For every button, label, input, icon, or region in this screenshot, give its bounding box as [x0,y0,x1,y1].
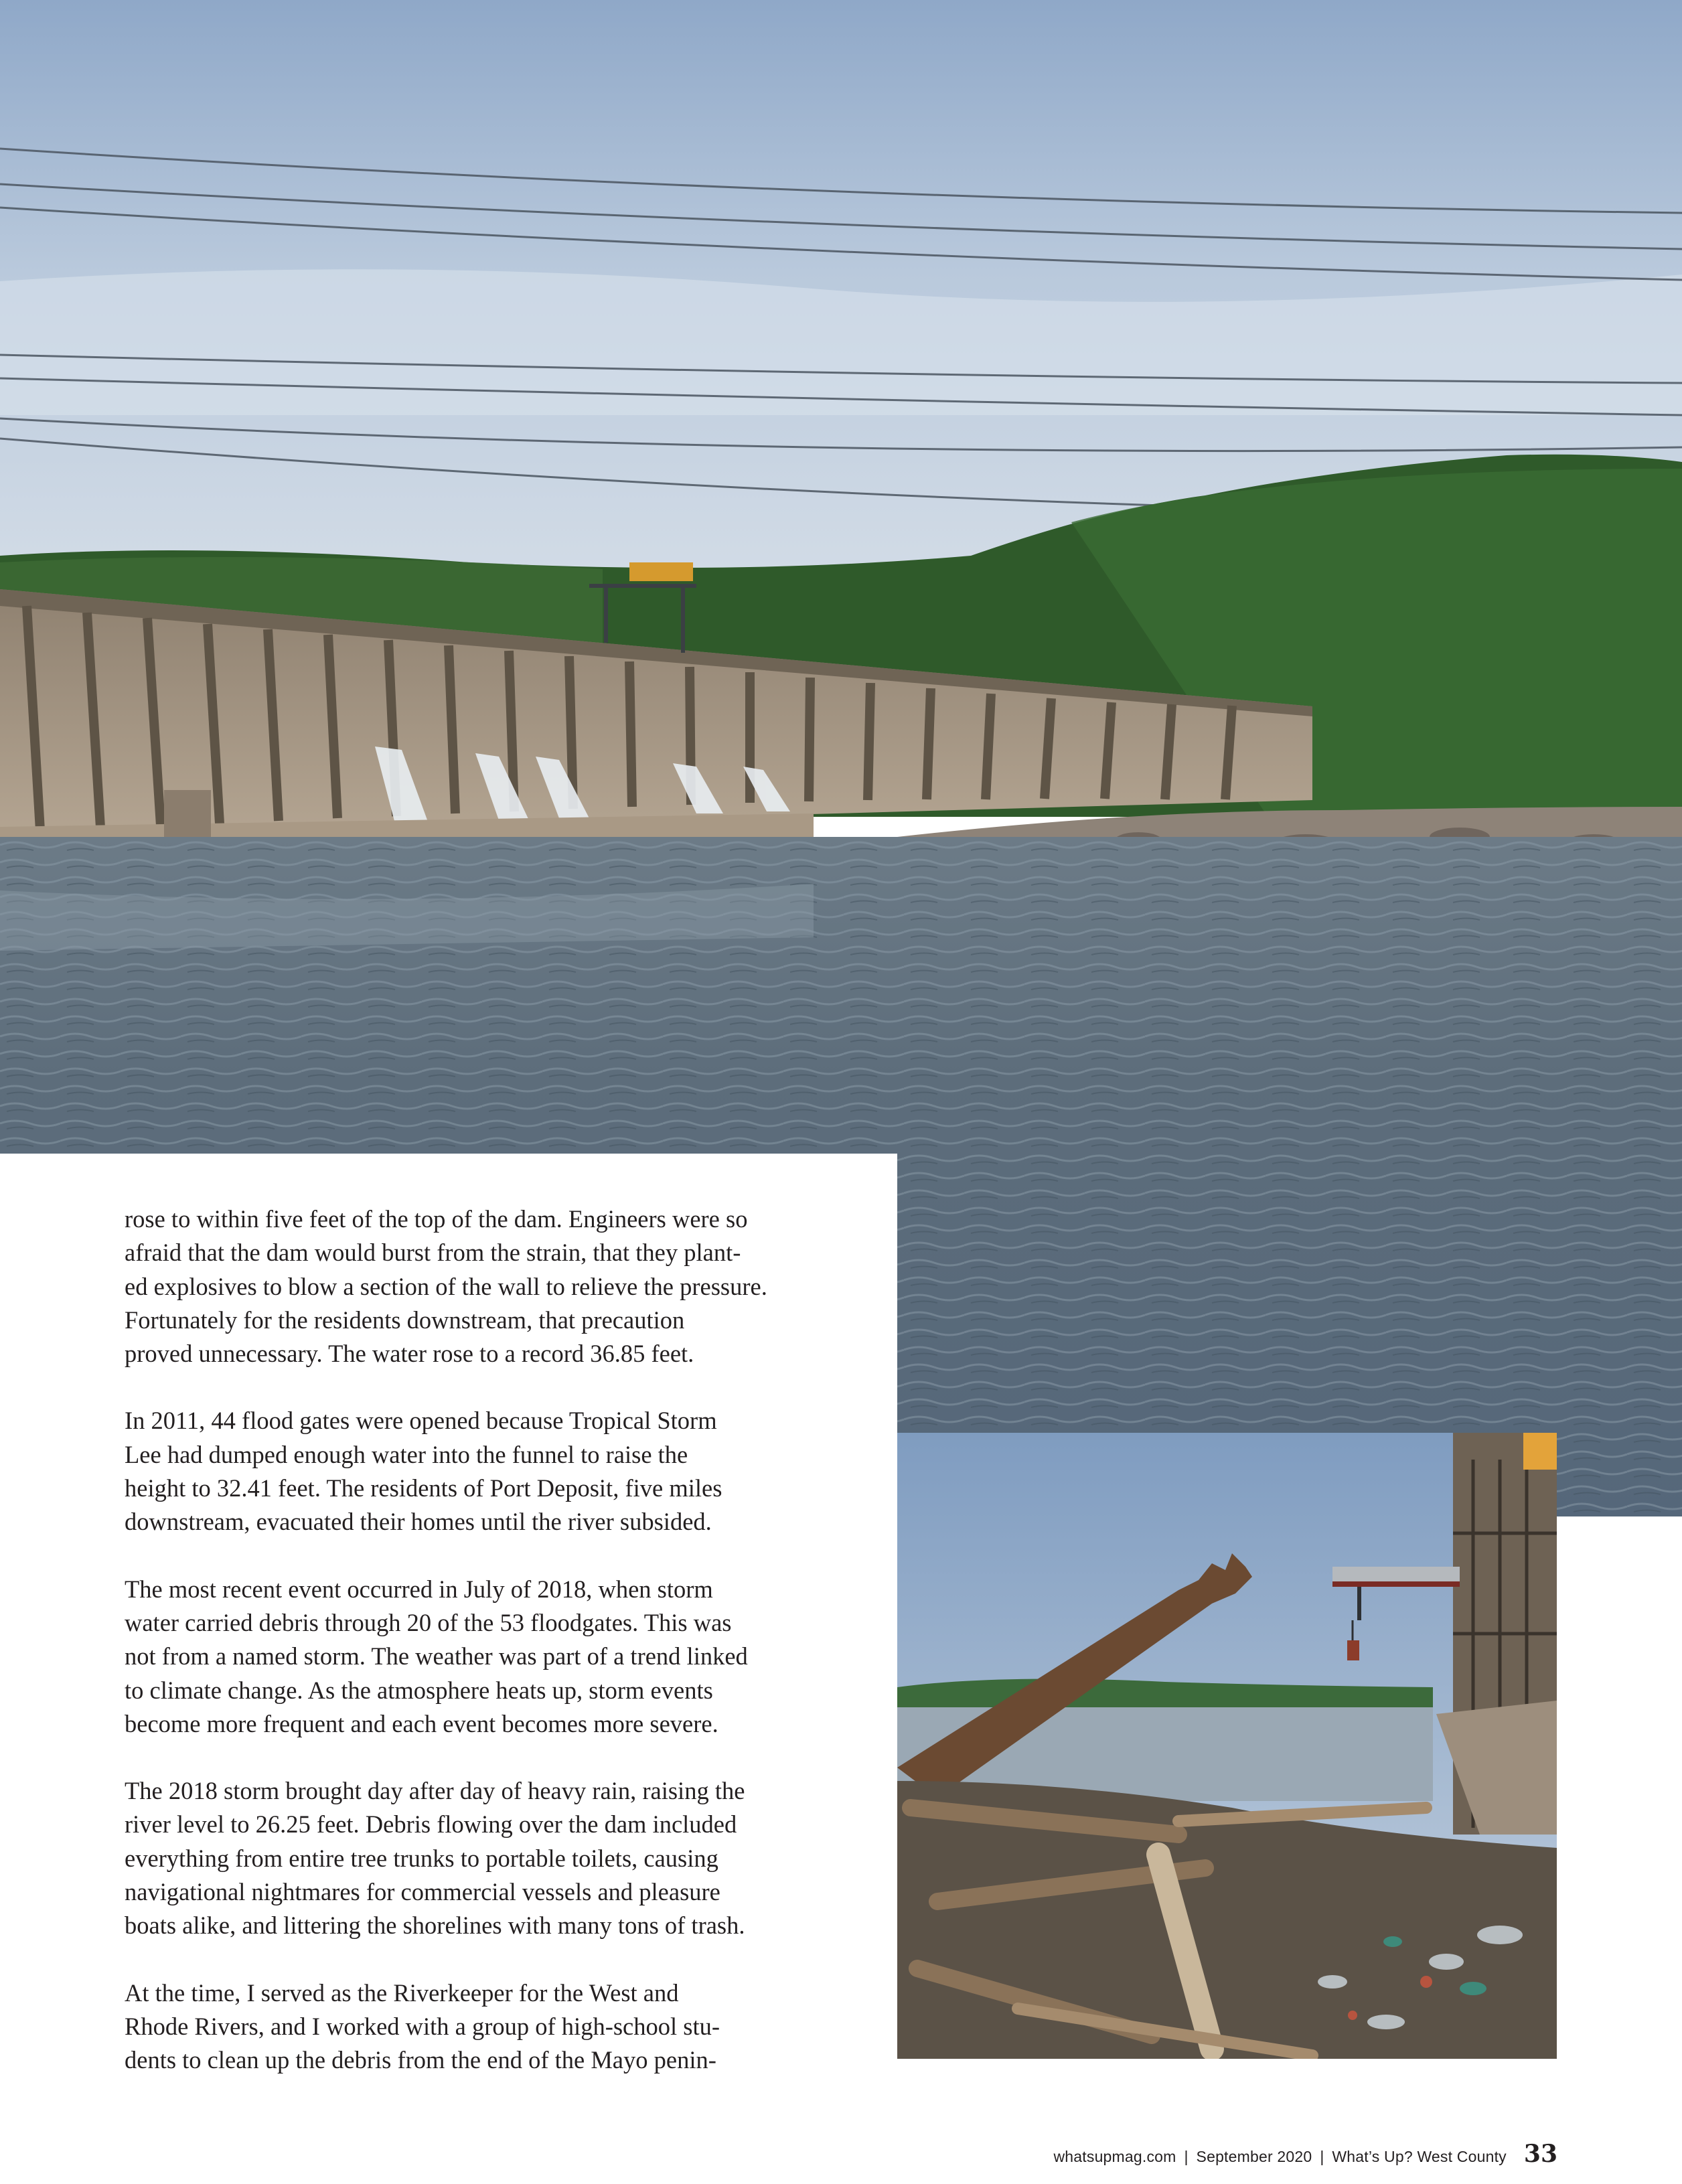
text-line: dents to clean up the debris from the end of the Mayo penin- [125,2046,716,2074]
text-line: height to 32.41 feet. The residents of Port Deposit, five miles [125,1474,722,1502]
text-line: boats alike, and littering the shorelines with many tons of trash. [125,1912,745,1940]
text-line: navigational nightmares for commercial vessels and pleasure [125,1878,720,1906]
page-footer [1053,2140,1557,2167]
text-line: In 2011, 44 flood gates were opened because Tropical Storm [125,1407,717,1435]
article-body [125,1202,848,2078]
paragraph-2 [125,1404,848,1539]
text-line: to climate change. As the atmosphere heats up, storm events [125,1676,713,1704]
debris-photo [897,1433,1557,2059]
text-line: rose to within five feet of the top of the dam. Engineers were so [125,1205,748,1233]
footer-separator: | [1320,2148,1324,2165]
text-line: At the time, I served as the Riverkeeper for the West and [125,1978,679,2007]
text-line: afraid that the dam would burst from the strain, that they plant- [125,1239,741,1267]
text-line: everything from entire tree trunks to portable toilets, causing [125,1844,718,1872]
footer-website: whatsupmag.com [1053,2148,1176,2165]
footer-issue: September 2020 [1196,2148,1312,2165]
text-line: proved unnecessary. The water rose to a record 36.85 feet. [125,1340,694,1368]
text-line: become more frequent and each event becomes more severe. [125,1709,718,1737]
text-line: The 2018 storm brought day after day of heavy rain, raising the [125,1777,745,1805]
text-line: river level to 26.25 feet. Debris flowing over the dam included [125,1810,737,1839]
paragraph-4 [125,1774,848,1942]
text-line: not from a named storm. The weather was part of a trend linked [125,1642,748,1670]
footer-separator: | [1184,2148,1189,2165]
page-margin [1557,1516,1682,2184]
paragraph-1 [125,1202,848,1371]
paragraph-3 [125,1573,848,1741]
text-line: Lee had dumped enough water into the funnel to raise the [125,1440,688,1468]
text-line: Rhode Rivers, and I worked with a group of high-school stu- [125,2012,720,2040]
page-number: 33 [1523,2140,1557,2168]
text-line: downstream, evacuated their homes until the river subsided. [125,1508,712,1536]
text-line: ed explosives to blow a section of the wall to relieve the pressure. [125,1272,767,1300]
footer-publication: What’s Up? West County [1332,2148,1507,2165]
text-line: Fortunately for the residents downstream, that precaution [125,1306,685,1334]
text-line: water carried debris through 20 of the 53 floodgates. This was [125,1608,732,1636]
text-line: The most recent event occurred in July of 2018, when storm [125,1575,713,1603]
paragraph-5 [125,1976,848,2078]
